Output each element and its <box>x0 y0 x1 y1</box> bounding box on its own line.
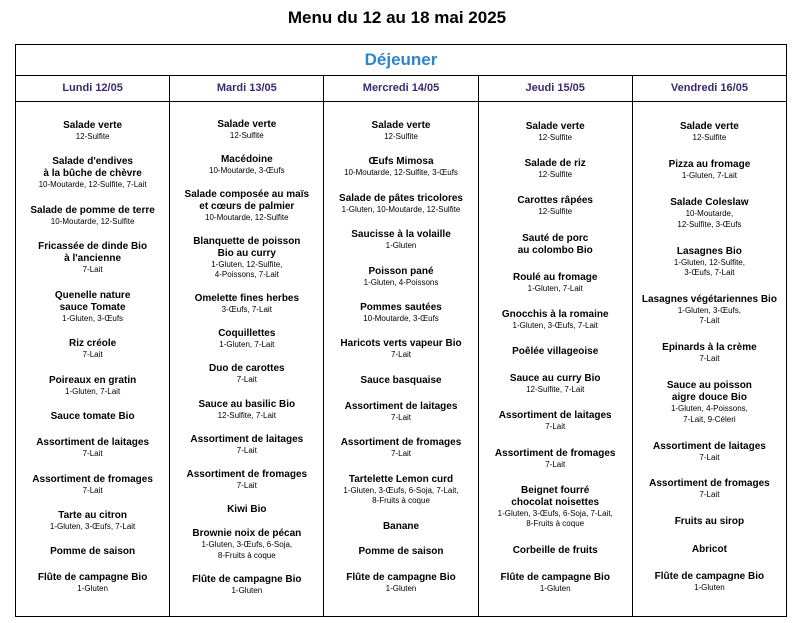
menu-item <box>18 338 167 361</box>
dish-allergens: 12-Sulfite <box>692 133 727 143</box>
day-header-friday: Vendredi 16/05 <box>670 82 748 94</box>
dish-allergens: 1-Gluten, 3-Œufs, 6-Soja, 7-Lait, 8-Fruits à coque <box>343 485 459 506</box>
dish-allergens: 1-Gluten <box>231 585 263 595</box>
dish-allergens: 10-Moutarde, 12-Sulfite, 3-Œufs <box>677 209 742 229</box>
dish-allergens: 7-Lait <box>391 449 412 459</box>
dish-allergens: 7-Lait <box>82 485 103 495</box>
dish-name: Tarte au citron <box>58 509 127 521</box>
menu-item <box>481 572 630 595</box>
menu-item <box>326 401 475 424</box>
dish-allergens: 7-Lait <box>391 350 412 360</box>
menu-item <box>481 410 630 433</box>
menu-item <box>18 572 167 595</box>
menu-item <box>326 572 475 595</box>
dish-name: Sauce au curry Bio <box>509 373 601 384</box>
dish-allergens: 1-Gluten, 7-Lait <box>65 386 121 396</box>
dish-name: Abricot <box>691 543 727 555</box>
menu-item <box>172 574 321 597</box>
dish-allergens: 10-Moutarde, 12-Sulfite, 7-Lait <box>38 180 147 190</box>
menu-item <box>635 121 784 144</box>
dish-name: Pomme de saison <box>50 546 136 558</box>
dish-allergens: 1-Gluten <box>77 584 108 594</box>
dish-allergens: 1-Gluten, 7-Lait <box>527 283 583 293</box>
dish-allergens: 10-Moutarde, 12-Sulfite <box>50 216 135 226</box>
menu-item <box>172 236 321 281</box>
day-column-tuesday <box>170 102 324 617</box>
menu-item <box>635 159 784 182</box>
menu-item <box>18 546 167 558</box>
dish-name: Poireaux en gratin <box>48 374 137 386</box>
dish-name: Assortiment de fromages <box>32 473 153 485</box>
menu-item <box>635 380 784 425</box>
dish-allergens: 1-Gluten, 10-Moutarde, 12-Sulfite <box>341 204 461 214</box>
menu-item <box>326 521 475 533</box>
dish-name: Assortiment de laitages <box>344 400 458 412</box>
dish-allergens: 3-Œufs, 7-Lait <box>221 305 272 315</box>
menu-item <box>172 469 321 492</box>
menu-item <box>18 375 167 398</box>
dish-allergens: 12-Sulfite <box>538 170 573 180</box>
dish-name: Beignet fourré chocolat noisettes <box>511 484 600 508</box>
dish-name: Pommes sautées <box>360 302 442 314</box>
dish-name: Assortiment de fromages <box>649 478 770 490</box>
menu-item <box>635 516 784 528</box>
dish-name: Saucisse à la volaille <box>351 229 451 241</box>
dish-name: Salade Coleslaw <box>670 197 749 209</box>
menu-item <box>172 528 321 561</box>
menu-table <box>15 44 787 617</box>
day-header-wednesday: Mercredi 14/05 <box>324 76 478 101</box>
menu-item <box>481 121 630 144</box>
menu-item <box>326 546 475 558</box>
dish-name: Salade composée au maïs et cœurs de palmier <box>184 188 310 212</box>
menu-item <box>326 375 475 387</box>
menu-item <box>481 233 630 257</box>
dish-allergens: 7-Lait <box>82 449 103 459</box>
dish-name: Brownie noix de pécan <box>192 528 302 540</box>
dish-allergens: 1-Gluten, 7-Lait <box>219 340 275 350</box>
dish-name: Haricots verts vapeur Bio <box>340 338 462 350</box>
menu-item <box>326 156 475 179</box>
dish-name: Lasagnes Bio <box>676 245 742 257</box>
dish-allergens: 1-Gluten, 3-Œufs, 7-Lait <box>49 521 136 531</box>
dish-name: Poêlée villageoise <box>512 346 599 358</box>
dish-allergens: 7-Lait <box>82 265 103 275</box>
dish-allergens: 12-Sulfite, 7-Lait <box>526 385 585 394</box>
menu-item <box>481 309 630 332</box>
dish-allergens: 7-Lait <box>699 354 720 364</box>
dish-name: Fricassée de dinde Bio à l'ancienne <box>38 241 148 265</box>
menu-item <box>481 448 630 471</box>
dish-name: Duo de carottes <box>209 363 285 375</box>
menu-item <box>18 437 167 460</box>
dish-name: Sauce basquaise <box>360 374 442 386</box>
dish-name: Sauce au poisson aigre douce Bio <box>666 380 752 404</box>
dish-name: Assortiment de laitages <box>653 440 766 452</box>
dish-allergens: 10-Moutarde, 12-Sulfite, 3-Œufs <box>344 168 458 178</box>
day-header-monday: Lundi 12/05 <box>16 76 170 101</box>
dish-allergens: 12-Sulfite <box>538 207 573 217</box>
dish-allergens: 1-Gluten, 12-Sulfite, 4-Poissons, 7-Lait <box>211 259 283 280</box>
dish-allergens: 1-Gluten, 3-Œufs, 6-Soja, 7-Lait, 8-Fruits à coque <box>497 508 613 529</box>
dish-name: Salade verte <box>679 121 739 133</box>
dish-allergens: 7-Lait <box>236 480 257 490</box>
menu-item <box>326 338 475 361</box>
menu-item <box>172 189 321 224</box>
dish-name: Quenelle nature sauce Tomate <box>54 289 131 313</box>
dish-name: Salade verte <box>525 120 585 132</box>
dish-allergens: 1-Gluten, 3-Œufs, 6-Soja, 8-Fruits à coque <box>201 540 293 560</box>
menu-item <box>326 193 475 216</box>
menu-item <box>18 120 167 143</box>
menu-item <box>172 363 321 386</box>
menu-item <box>18 411 167 423</box>
dish-allergens: 1-Gluten, 7-Lait <box>681 171 737 181</box>
dish-allergens: 10-Moutarde, 3-Œufs <box>363 314 439 324</box>
menu-item <box>172 434 321 457</box>
dish-name: Flûte de campagne Bio <box>37 572 148 584</box>
dish-name: Tartelette Lemon curd <box>348 473 454 485</box>
dish-name: Kiwi Bio <box>227 503 267 515</box>
menu-item <box>172 119 321 142</box>
menu-item <box>635 342 784 365</box>
dish-name: Sauté de porc au colombo Bio <box>517 232 593 256</box>
day-column-friday <box>633 102 786 617</box>
menu-item <box>481 346 630 358</box>
dish-allergens: 12-Sulfite <box>538 132 573 142</box>
dish-name: Epinards à la crème <box>662 342 757 354</box>
menu-item <box>18 156 167 191</box>
dish-name: Assortiment de fromages <box>340 437 462 449</box>
dish-allergens: 1-Gluten <box>539 583 571 593</box>
menu-item <box>481 195 630 218</box>
menu-item <box>635 246 784 279</box>
dish-allergens: 12-Sulfite <box>229 130 264 140</box>
dish-allergens: 1-Gluten, 4-Poissons, 7-Lait, 9-Céleri <box>670 404 748 424</box>
menu-item <box>635 571 784 594</box>
day-column-wednesday <box>324 102 478 617</box>
menu-item <box>635 197 784 230</box>
dish-allergens: 10-Moutarde, 3-Œufs <box>209 165 285 175</box>
dish-name: Omelette fines herbes <box>194 293 300 305</box>
menu-item <box>18 241 167 276</box>
menu-item <box>326 266 475 289</box>
dish-allergens: 7-Lait <box>699 490 720 500</box>
menu-item <box>635 478 784 501</box>
dish-allergens: 7-Lait <box>699 452 720 462</box>
menu-item <box>326 474 475 507</box>
dish-name: Salade d'endives à la bûche de chèvre <box>43 156 142 180</box>
dish-allergens: 7-Lait <box>82 350 103 360</box>
dish-name: Assortiment de fromages <box>186 468 308 480</box>
menu-item <box>635 441 784 464</box>
dish-name: Flûte de campagne Bio <box>500 571 610 583</box>
dish-name: Assortiment de laitages <box>498 410 612 422</box>
dish-name: Fruits au sirop <box>674 516 745 528</box>
menu-item <box>172 328 321 351</box>
dish-name: Flûte de campagne Bio <box>192 573 302 585</box>
menu-columns <box>16 102 786 617</box>
dish-allergens: 7-Lait <box>236 375 257 385</box>
dish-name: Riz créole <box>68 338 117 350</box>
menu-item <box>481 272 630 295</box>
section-title: Déjeuner <box>16 45 786 76</box>
dish-name: Roulé au fromage <box>512 271 598 283</box>
dish-name: Gnocchis à la romaine <box>501 308 609 320</box>
menu-item <box>18 290 167 325</box>
dish-name: Coquillettes <box>218 328 276 340</box>
menu-item <box>18 474 167 497</box>
dish-name: Poisson pané <box>368 265 434 277</box>
dish-name: Carottes râpées <box>517 195 593 207</box>
dish-allergens: 12-Sulfite <box>75 131 110 141</box>
dish-name: Salade de riz <box>524 158 586 170</box>
dish-allergens: 1-Gluten <box>694 583 725 592</box>
dish-name: Banane <box>382 520 420 532</box>
dish-name: Salade verte <box>217 118 277 130</box>
day-header-thursday: Jeudi 15/05 <box>479 76 633 101</box>
dish-name: Assortiment de laitages <box>36 437 149 449</box>
menu-item <box>326 302 475 325</box>
dish-allergens: 12-Sulfite <box>384 131 418 141</box>
menu-item <box>172 399 321 422</box>
dish-allergens: 1-Gluten, 3-Œufs <box>62 313 124 323</box>
dish-allergens: 1-Gluten <box>385 584 417 594</box>
menu-item <box>481 373 630 396</box>
menu-item <box>481 545 630 557</box>
menu-item <box>326 229 475 252</box>
dish-allergens: 10-Moutarde, 12-Sulfite <box>205 212 289 222</box>
menu-item <box>18 205 167 228</box>
menu-item <box>172 154 321 177</box>
menu-item <box>18 510 167 533</box>
dish-allergens: 1-Gluten, 3-Œufs, 7-Lait <box>512 320 598 330</box>
dish-allergens: 1-Gluten, 12-Sulfite, 3-Œufs, 7-Lait <box>673 257 745 277</box>
dish-name: Flûte de campagne Bio <box>654 571 765 582</box>
dish-name: Salade de pâtes tricolores <box>339 192 463 204</box>
menu-item <box>172 504 321 516</box>
menu-item <box>326 120 475 143</box>
page-title: Menu du 12 au 18 mai 2025 <box>287 8 507 27</box>
day-column-thursday <box>479 102 633 617</box>
dish-name: Pomme de saison <box>358 546 444 558</box>
dish-name: Salade de pomme de terre <box>30 204 155 216</box>
dish-name: Sauce au basilic Bio <box>198 398 296 410</box>
dish-allergens: 12-Sulfite, 7-Lait <box>217 410 276 420</box>
dish-allergens: 1-Gluten, 4-Poissons <box>363 277 439 287</box>
dish-allergens: 1-Gluten <box>385 241 417 251</box>
dish-allergens: 1-Gluten, 3-Œufs, 7-Lait <box>677 305 741 326</box>
menu-item <box>172 293 321 316</box>
dish-name: Salade verte <box>63 119 123 131</box>
dish-name: Lasagnes végétariennes Bio <box>641 293 777 305</box>
day-header-row <box>16 76 786 102</box>
dish-name: Blanquette de poisson Bio au curry <box>193 235 301 259</box>
dish-name: Flûte de campagne Bio <box>346 572 456 584</box>
menu-item <box>635 544 784 556</box>
menu-item <box>481 158 630 181</box>
dish-name: Macédoine <box>220 153 273 165</box>
dish-allergens: 7-Lait <box>391 412 412 422</box>
dish-name: Assortiment de fromages <box>494 447 616 459</box>
dish-name: Assortiment de laitages <box>190 433 304 445</box>
dish-name: Sauce tomate Bio <box>50 411 135 423</box>
menu-item <box>326 437 475 460</box>
menu-item <box>481 485 630 530</box>
dish-name: Œufs Mimosa <box>368 156 434 168</box>
dish-name: Pizza au fromage <box>668 159 751 171</box>
dish-allergens: 7-Lait <box>545 459 566 469</box>
day-header-tuesday: Mardi 13/05 <box>170 76 324 101</box>
day-column-monday <box>16 102 170 617</box>
dish-allergens: 7-Lait <box>236 445 257 455</box>
dish-allergens: 7-Lait <box>545 422 566 432</box>
dish-name: Salade verte <box>371 119 431 131</box>
dish-name: Corbeille de fruits <box>512 544 598 556</box>
menu-item <box>635 294 784 327</box>
